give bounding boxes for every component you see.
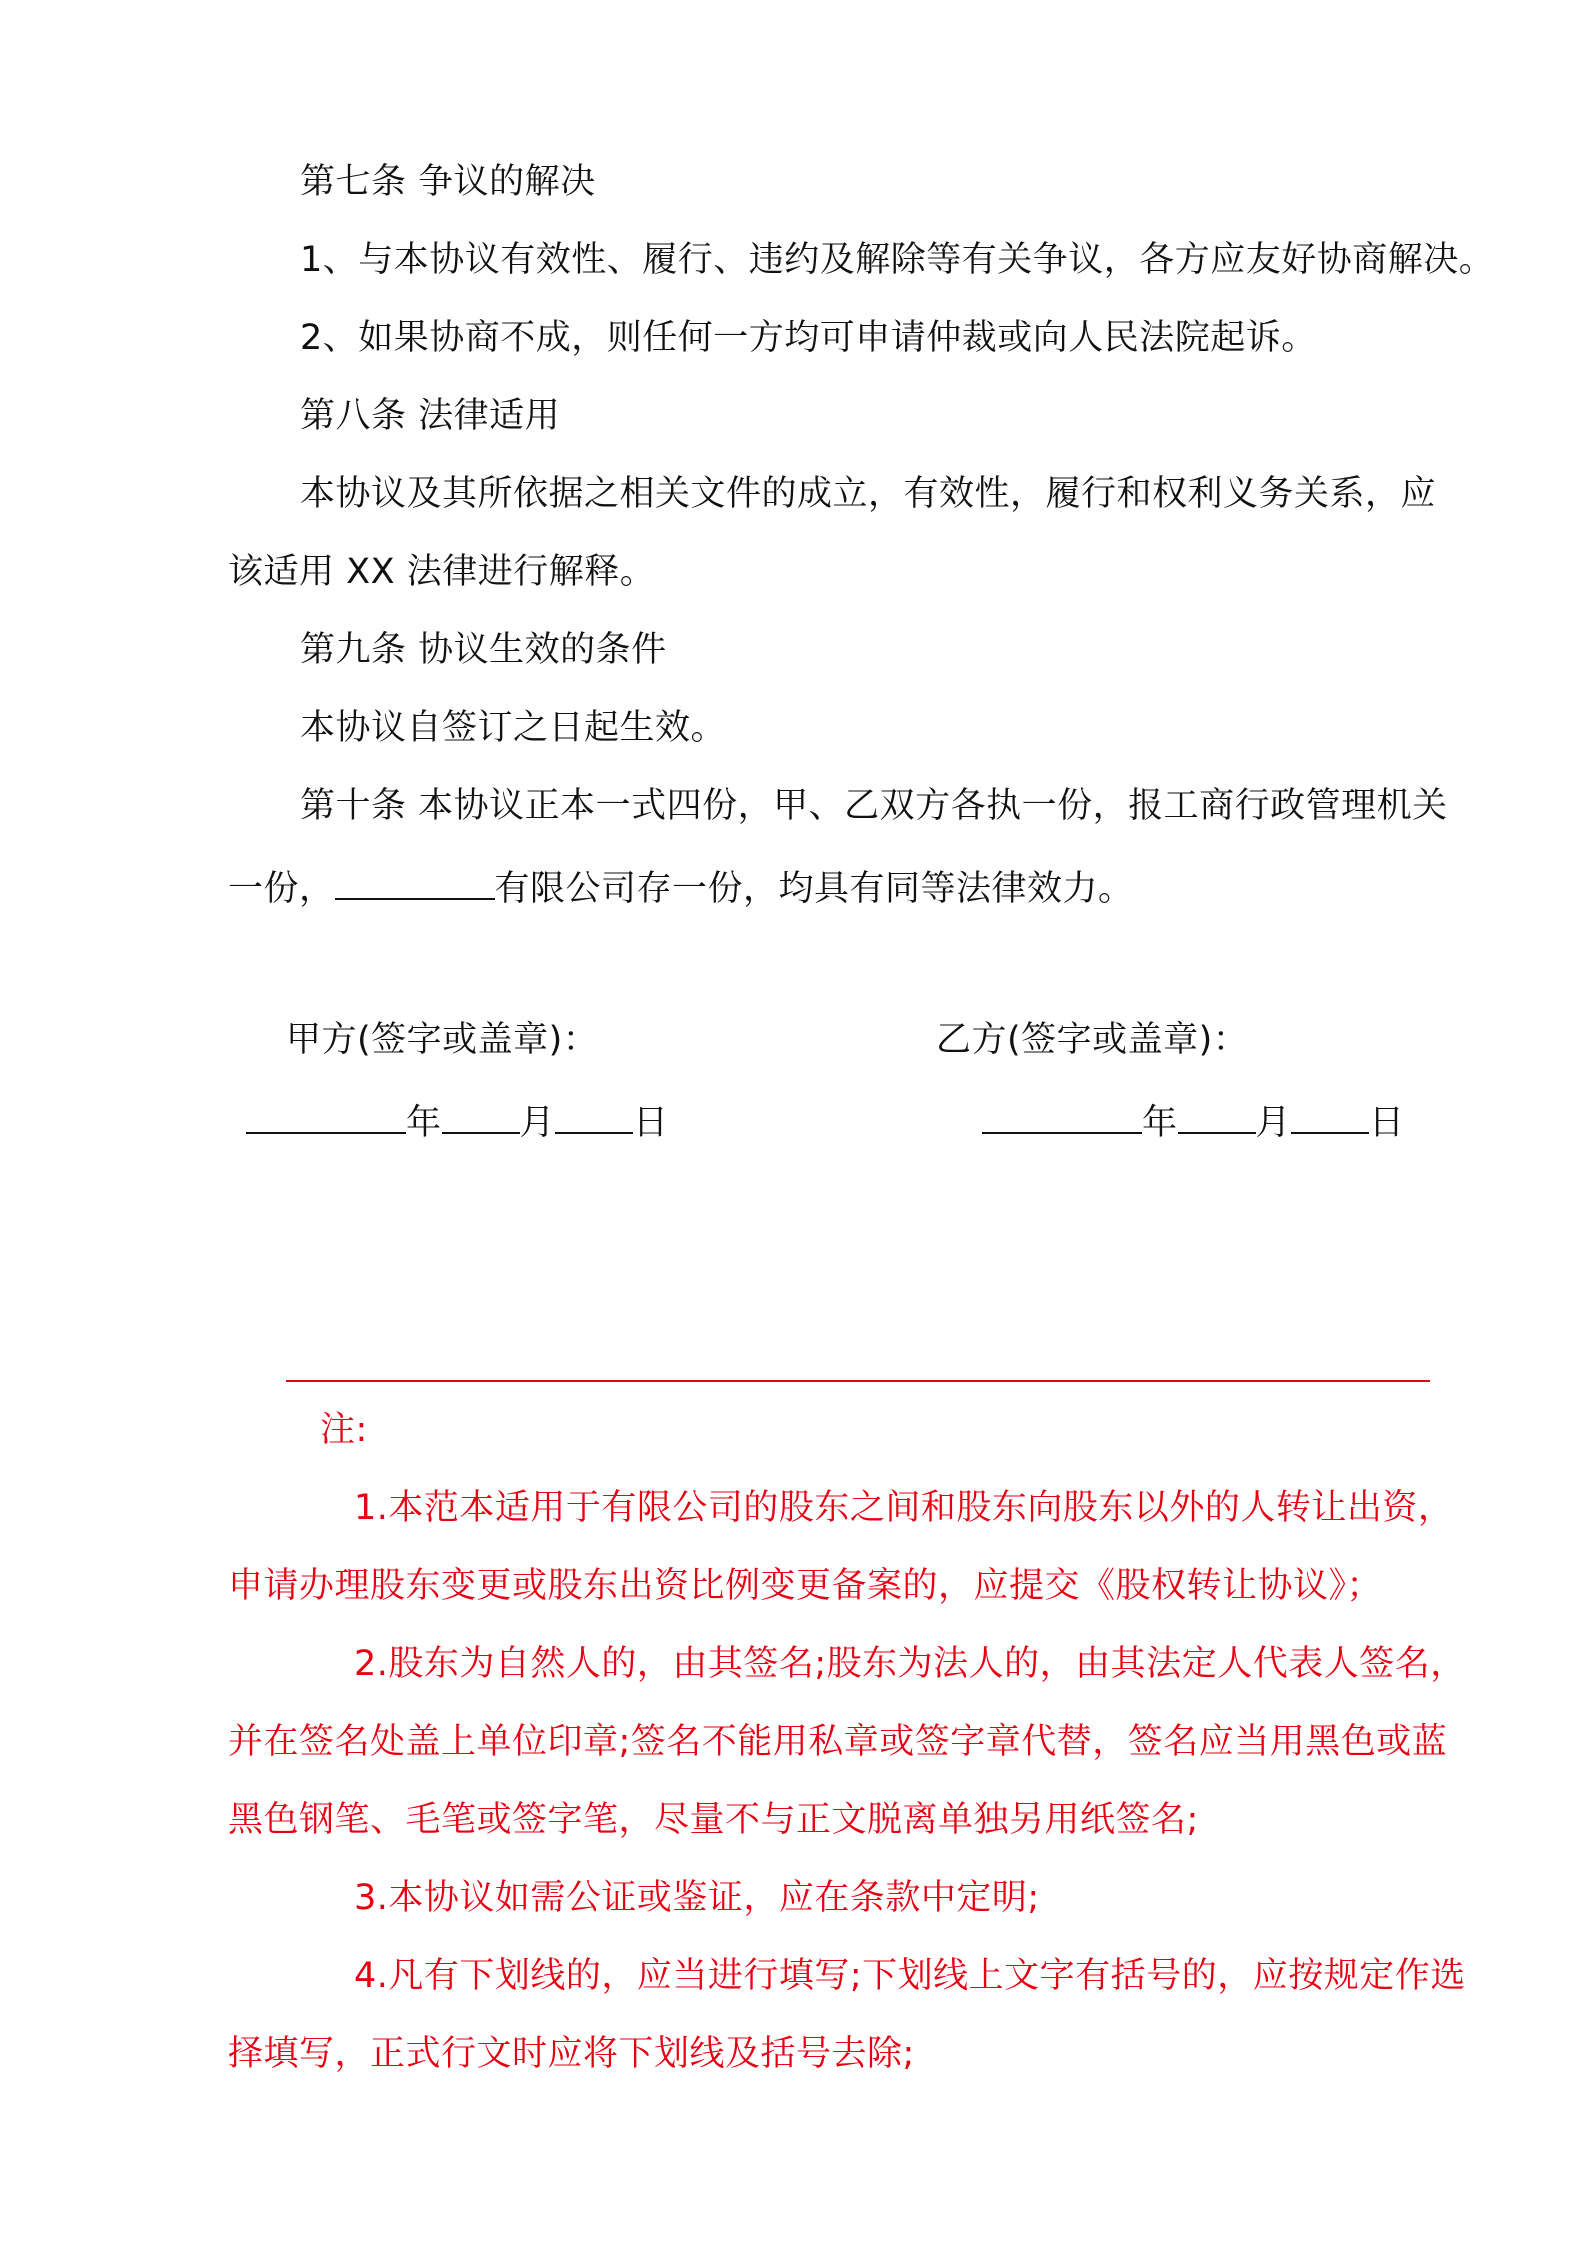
party-a-year-blank[interactable] — [246, 1100, 406, 1134]
note-3-line-1: 3.本协议如需公证或鉴证，应在条款中定明; — [354, 1878, 1040, 1918]
month-label: 月 — [519, 1103, 556, 1143]
day-label: 日 — [1369, 1103, 1405, 1143]
note-2-line-3: 黑色钢笔、毛笔或签字笔，尽量不与正文脱离单独另用纸签名; — [228, 1800, 1199, 1840]
article-7-title: 第七条 争议的解决 — [300, 162, 596, 202]
party-b-year-blank[interactable] — [982, 1100, 1142, 1134]
party-a-signature-label: 甲方(签字或盖章)： — [286, 1020, 599, 1060]
year-label: 年 — [406, 1103, 442, 1143]
article-9-body: 本协议自签订之日起生效。 — [300, 708, 727, 748]
article-10-line-1: 第十条 本协议正本一式四份，甲、乙双方各执一份，报工商行政管理机关 — [300, 786, 1448, 826]
note-4-line-1: 4.凡有下划线的，应当进行填写;下划线上文字有括号的，应按规定作选 — [354, 1956, 1466, 1996]
day-label: 日 — [633, 1103, 669, 1143]
party-a-month-blank[interactable] — [442, 1100, 520, 1134]
article-10-prefix: 一份， — [228, 869, 335, 909]
article-10-suffix: 有限公司存一份，均具有同等法律效力。 — [494, 869, 1134, 909]
notes-divider — [286, 1380, 1430, 1382]
article-8-title: 第八条 法律适用 — [300, 396, 561, 436]
article-9-title: 第九条 协议生效的条件 — [300, 630, 667, 670]
article-7-item-1: 1、与本协议有效性、履行、违约及解除等有关争议，各方应友好协商解决。 — [300, 240, 1495, 280]
note-1-line-1: 1.本范本适用于有限公司的股东之间和股东向股东以外的人转让出资， — [354, 1488, 1454, 1528]
party-a-date — [246, 1100, 669, 1145]
article-10-line-2 — [228, 866, 1134, 911]
party-a-day-blank[interactable] — [555, 1100, 633, 1134]
note-2-line-1: 2.股东为自然人的，由其签名;股东为法人的，由其法定人代表人签名， — [354, 1644, 1466, 1684]
month-label: 月 — [1255, 1103, 1292, 1143]
article-8-body-line-1: 本协议及其所依据之相关文件的成立，有效性，履行和权利义务关系，应 — [300, 474, 1437, 514]
article-7-item-2: 2、如果协商不成，则任何一方均可申请仲裁或向人民法院起诉。 — [300, 318, 1317, 358]
notes-heading: 注: — [320, 1410, 368, 1450]
party-b-signature-label: 乙方(签字或盖章)： — [936, 1020, 1249, 1060]
party-b-month-blank[interactable] — [1178, 1100, 1256, 1134]
article-8-body-line-2: 该适用 XX 法律进行解释。 — [228, 552, 656, 592]
party-b-date — [982, 1100, 1405, 1145]
note-2-line-2: 并在签名处盖上单位印章;签名不能用私章或签字章代替，签名应当用黑色或蓝 — [228, 1722, 1448, 1762]
company-name-blank[interactable] — [335, 866, 495, 900]
party-b-day-blank[interactable] — [1291, 1100, 1369, 1134]
note-1-line-2: 申请办理股东变更或股东出资比例变更备案的，应提交《股权转让协议》； — [228, 1566, 1383, 1606]
year-label: 年 — [1142, 1103, 1178, 1143]
note-4-line-2: 择填写，正式行文时应将下划线及括号去除; — [228, 2034, 915, 2074]
